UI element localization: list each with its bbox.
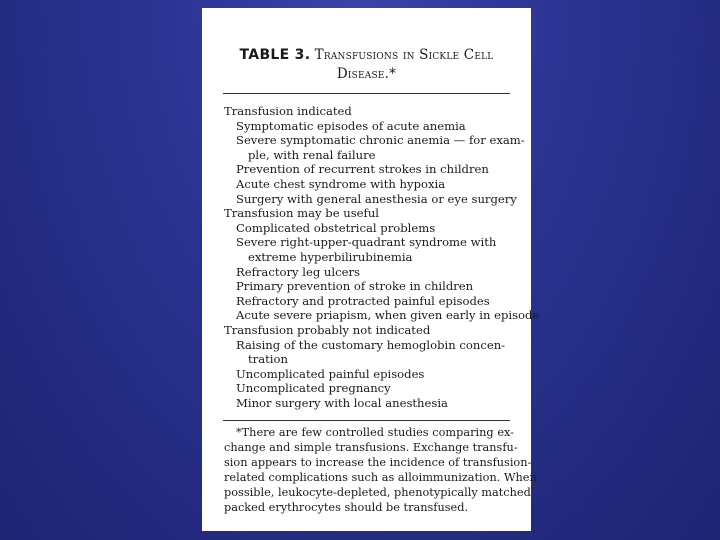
footnote-line: sion appears to increase the incidence of transfusion-	[224, 455, 532, 469]
list-item: Acute chest syndrome with hypoxia	[236, 176, 446, 191]
table-label: TABLE 3.	[239, 47, 311, 63]
list-item: Severe right-upper-quadrant syndrome with	[236, 235, 497, 250]
table-title-text: Transfusions in Sickle Cell	[314, 47, 494, 63]
top-divider	[223, 93, 510, 94]
bottom-divider	[223, 420, 510, 421]
footnote-line: related complications such as alloimmunization. When	[224, 470, 537, 484]
list-item: Refractory leg ulcers	[236, 264, 360, 279]
table-body	[224, 104, 540, 410]
table-footnote	[224, 426, 537, 515]
list-item: Uncomplicated pregnancy	[236, 381, 391, 396]
list-item-continuation: tration	[248, 352, 288, 367]
list-item: Raising of the customary hemoglobin concen-	[236, 337, 506, 352]
footnote-line: possible, leukocyte-depleted, phenotypically matched	[224, 485, 531, 499]
table-title-line-1	[202, 46, 531, 65]
footnote-line: change and simple transfusions. Exchange transfu-	[224, 440, 518, 454]
list-item: Minor surgery with local anesthesia	[236, 395, 448, 410]
list-item: Primary prevention of stroke in children	[236, 279, 474, 294]
list-item: Complicated obstetrical problems	[236, 220, 436, 235]
list-item: Refractory and protracted painful episodes	[236, 293, 490, 308]
list-item: Severe symptomatic chronic anemia — for exam-	[236, 133, 525, 148]
section-heading: Transfusion probably not indicated	[224, 322, 431, 337]
list-item-continuation: ple, with renal failure	[248, 147, 376, 162]
list-item: Uncomplicated painful episodes	[236, 366, 425, 381]
table-title-line-2: Disease.*	[336, 66, 397, 82]
list-item: Symptomatic episodes of acute anemia	[236, 118, 466, 133]
list-item: Acute severe priapism, when given early in episode	[236, 308, 540, 323]
list-item: Surgery with general anesthesia or eye surgery	[236, 191, 517, 206]
table-title	[202, 46, 531, 84]
section-heading: Transfusion may be useful	[224, 206, 380, 221]
list-item: Prevention of recurrent strokes in children	[236, 162, 489, 177]
list-item-continuation: extreme hyperbilirubinemia	[248, 249, 413, 264]
section-heading: Transfusion indicated	[224, 104, 352, 118]
footnote-line: *There are few controlled studies comparing ex-	[236, 426, 514, 439]
footnote-line: packed erythrocytes should be transfused.	[224, 500, 469, 514]
document-page	[202, 8, 540, 531]
